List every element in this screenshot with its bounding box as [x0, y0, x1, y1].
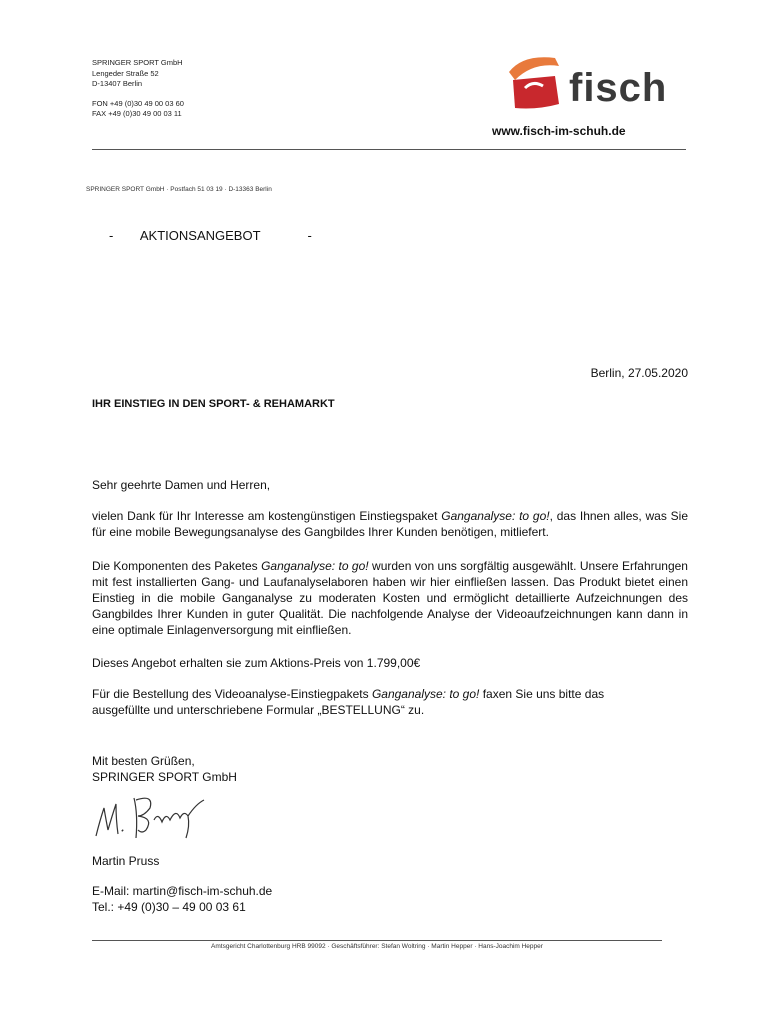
sender-street: Lengeder Straße 52: [92, 68, 159, 78]
subject-line: IHR EINSTIEG IN DEN SPORT- & REHAMARKT: [92, 398, 335, 410]
paragraph-4-after: faxen Sie uns bitte das ausgefüllte und unterschriebene Formular „BESTELLUNG“ zu.: [92, 687, 605, 717]
paragraph-2-after: wurden von uns sorgfältig ausgewählt. Unsere Erfahrungen mit fest installierten Gang- und Laufanalyselaboren haben wir hier einfließen lassen. Das Produkt bietet einen Einstieg in die mobile Ganganalyse zu moderaten Kosten und ermöglicht detaillierte Aufzeichnungen des Gangbildes Ihrer Kunden in guter Qualität. Die nachfolgende Analyse der Videoaufzeichnungen kann dann in eine optimale Einlagenversorgung mit einfließen.: [92, 559, 688, 637]
return-address: SPRINGER SPORT GmbH · Postfach 51 03 19 · D-13363 Berlin: [86, 186, 272, 193]
date-line: Berlin, 27.05.2020: [590, 366, 688, 380]
sender-address: [92, 58, 184, 120]
fisch-logo: [503, 50, 693, 120]
contact-email[interactable]: E-Mail: martin@fisch-im-schuh.de: [92, 884, 273, 898]
closing-company: SPRINGER SPORT GmbH: [92, 770, 237, 784]
product-name: Ganganalyse: to go!: [441, 509, 550, 523]
product-name: Ganganalyse: to go!: [371, 687, 480, 701]
signatory-name: Martin Pruss: [92, 854, 160, 868]
header-divider: [92, 149, 686, 150]
paragraph-4: [92, 686, 652, 718]
website-link[interactable]: www.fisch-im-schuh.de: [492, 124, 626, 138]
paragraph-1-after: , das Ihnen alles, was Sie für eine mobile Bewegungsanalyse des Gangbildes Ihrer Kunden benötigen, mitliefert.: [92, 509, 688, 539]
closing-block: [92, 753, 237, 785]
contact-block: [92, 883, 272, 915]
product-name: Ganganalyse: to go!: [261, 559, 369, 573]
paragraph-4-before: Für die Bestellung des Videoanalyse-Einstiegpakets: [92, 687, 372, 701]
footer-legal: Amtsgericht Charlottenburg HRB 99092 · Geschäftsführer: Stefan Woltring · Martin Hepper · Hans-Joachim Hepper: [211, 943, 543, 950]
paragraph-1: [92, 508, 688, 540]
footer-divider: [92, 940, 662, 941]
signature: [92, 790, 212, 842]
offer-label: AKTIONSANGEBOT: [139, 228, 261, 243]
contact-phone: Tel.: +49 (0)30 – 49 00 03 61: [92, 900, 246, 914]
salutation: Sehr geehrte Damen und Herren,: [92, 478, 271, 492]
paragraph-2-before: Die Komponenten des Paketes: [92, 559, 262, 573]
sender-city: D-13407 Berlin: [92, 79, 143, 88]
paragraph-1-before: vielen Dank für Ihr Interesse am kostengünstigen Einstiegspaket: [92, 509, 442, 523]
sender-company: SPRINGER SPORT GmbH: [92, 58, 183, 67]
offer-heading: [109, 228, 312, 243]
closing-greeting: Mit besten Grüßen,: [92, 754, 195, 768]
paragraph-2: [92, 558, 688, 638]
offer-dash-right: -: [307, 228, 312, 243]
sender-phone: FON +49 (0)30 49 00 03 60: [92, 98, 184, 108]
logo-wordmark: fisch: [569, 66, 668, 110]
paragraph-3: Dieses Angebot erhalten sie zum Aktions-Preis von 1.799,00€: [92, 656, 421, 670]
offer-dash-left: -: [109, 228, 114, 243]
shoe-bag-icon: [503, 50, 569, 116]
sender-fax: FAX +49 (0)30 49 00 03 11: [92, 109, 182, 118]
